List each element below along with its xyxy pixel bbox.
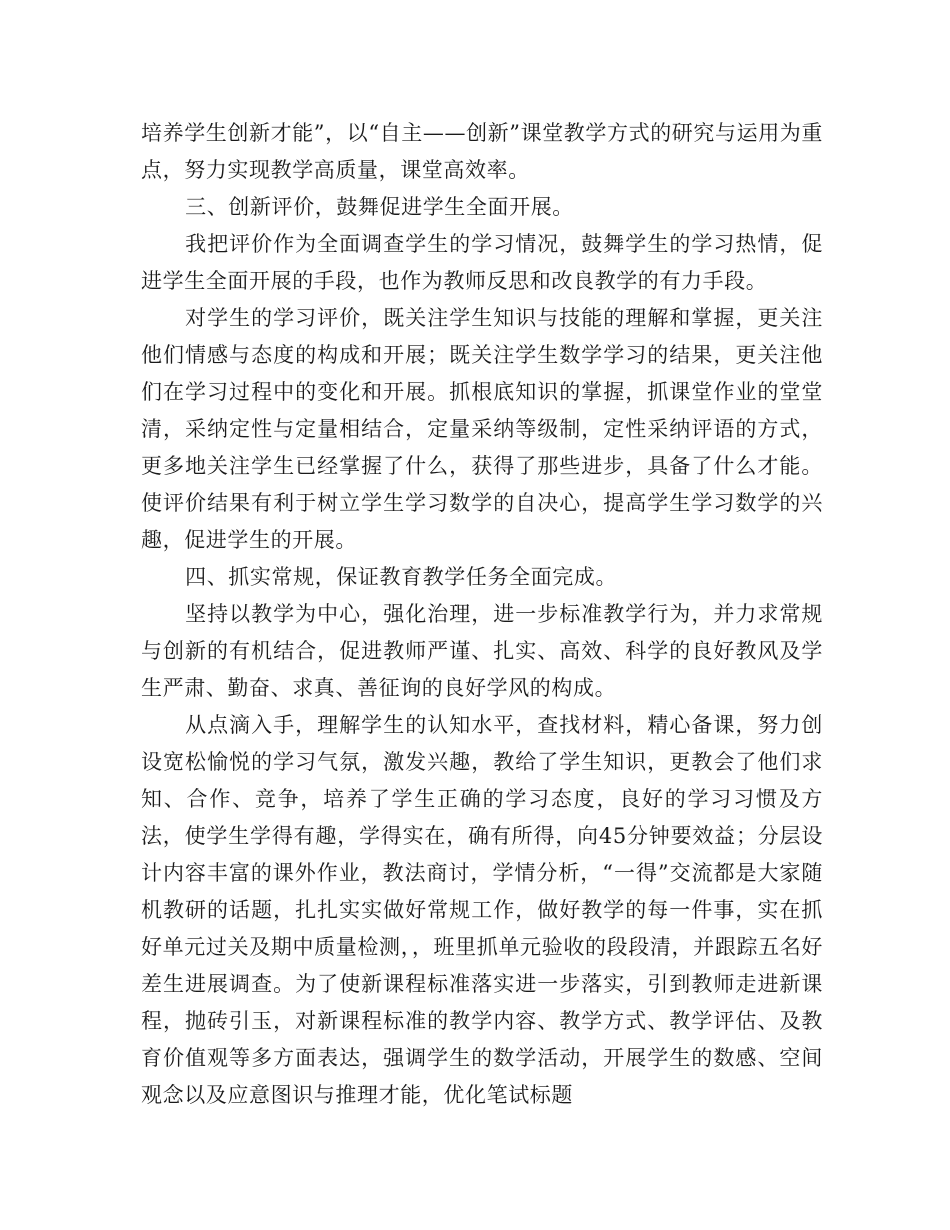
paragraph-3: 对学生的学习评价，既关注学生知识与技能的理解和掌握，更关注他们情感与态度的构成和开展；既关注学生数学学习的结果，更关注他们在学习过程中的变化和开展。抓根底知识的掌握，抓课堂作业的堂堂清，采纳定性与定量相结合，定量采纳等级制，定性采纳评语的方式，更多地关注学生已经掌握了什么，获得了那些进步，具备了什么才能。使评价结果有利于树立学生学习数学的自决心，提高学生学习数学的兴趣，促进学生的开展。 [141, 306, 823, 552]
paragraph-1: 培养学生创新才能”，以“自主——创新”课堂教学方式的研究与运用为重点，努力实现教学高质量，课堂高效率。 [141, 121, 824, 182]
heading-section-3: 三、创新评价，鼓舞促进学生全面开展。 [185, 195, 574, 219]
document-body [141, 115, 823, 1114]
heading-section-4: 四、抓实常规，保证教育教学任务全面完成。 [185, 565, 618, 589]
paragraph-2: 我把评价作为全面调查学生的学习情况，鼓舞学生的学习热情，促进学生全面开展的手段，也作为教师反思和改良教学的有力手段。 [141, 232, 823, 293]
paragraph-4: 坚持以教学为中心，强化治理，进一步标准教学行为，并力求常规与创新的有机结合，促进教师严谨、扎实、高效、科学的良好教风及学生严肃、勤奋、求真、善征询的良好学风的构成。 [141, 602, 823, 700]
paragraph-5: 从点滴入手，理解学生的认知水平，查找材料，精心备课，努力创设宽松愉悦的学习气氛，激发兴趣，教给了学生知识，更教会了他们求知、合作、竞争，培养了学生正确的学习态度，良好的学习习惯及方法，使学生学得有趣，学得实在，确有所得，向45分钟要效益；分层设计内容丰富的课外作业，教法商讨，学情分析，“一得”交流都是大家随机教研的话题，扎扎实实做好常规工作，做好教学的每一件事，实在抓好单元过关及期中质量检测，，班里抓单元验收的段段清，并跟踪五名好差生进展调查。为了使新课程标准落实进一步落实，引到教师走进新课程，抛砖引玉，对新课程标准的教学内容、教学方式、教学评估、及教育价值观等多方面表达，强调学生的数学活动，开展学生的数感、空间观念以及应意图识与推理才能，优化笔试标题 [141, 713, 823, 1107]
